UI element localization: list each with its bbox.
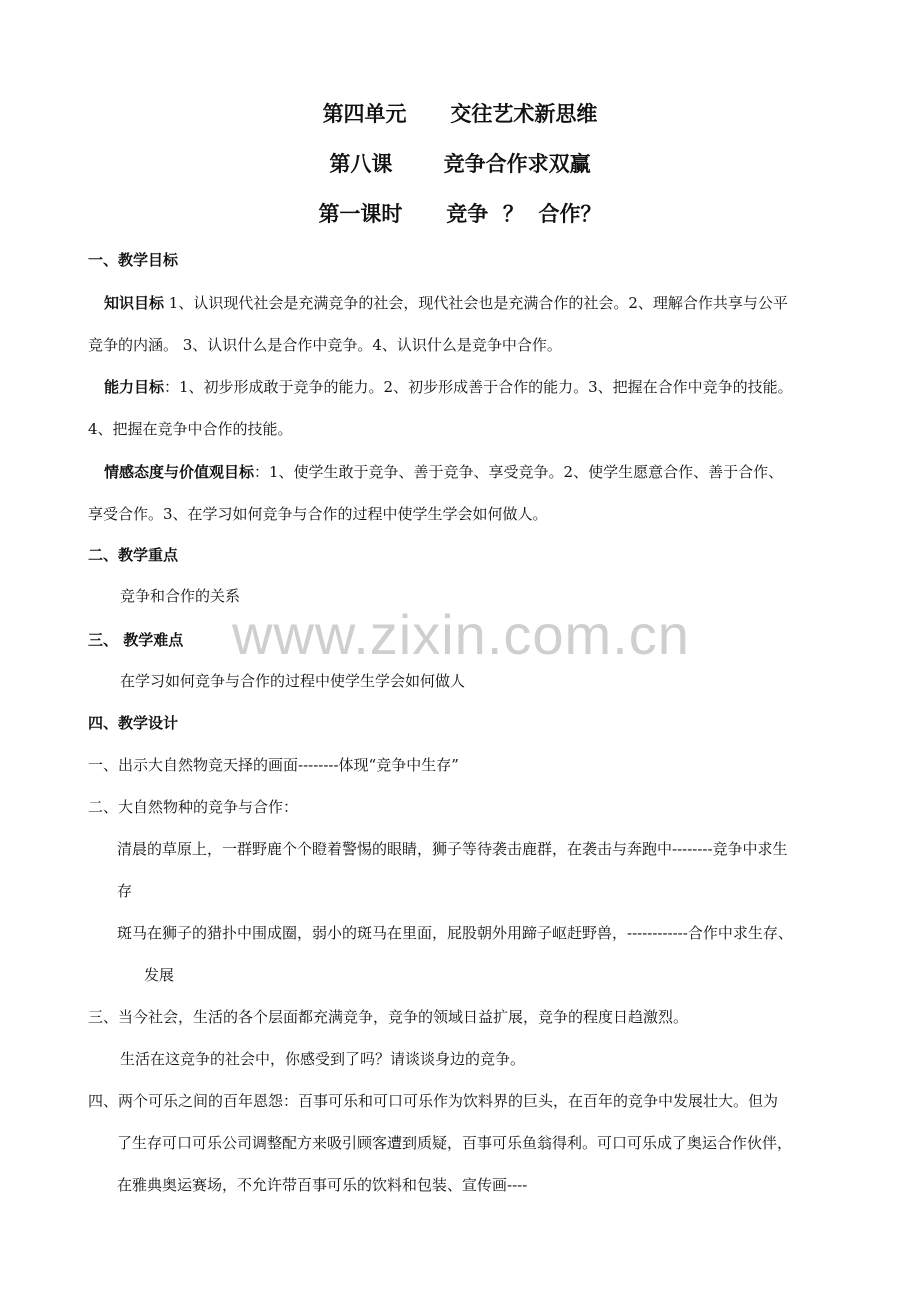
emotion-objective-line-2: 享受合作。3、在学习如何竞争与合作的过程中使学生学会如何做人。 [88,505,548,523]
design-paragraph-7-line-3: 在雅典奥运赛场，不允许带百事可乐的饮料和包装、宣传画---- [117,1176,528,1194]
section-heading-objectives: 一、教学目标 [88,251,179,269]
emotion-objective-label: 情感态度与价值观目标 [104,463,255,481]
period-title: 第一课时 竞争 ？ 合作？ [318,202,602,226]
design-paragraph-7-line-2: 了生存可口可乐公司调整配方来吸引顾客遭到质疑，百事可乐鱼翁得利。可口可乐成了奥运合作伙伴， [117,1134,793,1152]
knowledge-objective-line-1 [104,292,788,314]
ability-objective-label: 能力目标 [104,378,165,396]
design-paragraph-4-line-2: 发展 [144,966,175,984]
knowledge-objective-text: 1、认识现代社会是充满竞争的社会，现代社会也是充满合作的社会。2、理解合作共享与公平 [164,294,788,312]
knowledge-objective-line-2: 竞争的内涵。 3、认识什么是合作中竞争。4、认识什么是竞争中合作。 [88,336,562,354]
ability-objective-text: ：1、初步形成敢于竞争的能力。2、初步形成善于合作的能力。3、把握在合作中竞争的技能。 [164,378,793,396]
difficulties-text: 在学习如何竞争与合作的过程中使学生学会如何做人 [120,672,466,690]
design-paragraph-3-line-2: 存 [117,882,133,900]
section-heading-design: 四、教学设计 [88,714,179,732]
ability-objective-line-1 [104,376,793,398]
emotion-objective-text: ：1、使学生敢于竞争、善于竞争、享受竞争。2、使学生愿意合作、善于合作、 [254,463,784,481]
design-paragraph-7-line-1: 四、两个可乐之间的百年恩怨：百事可乐和可口可乐作为饮料界的巨头，在百年的竞争中发展壮大。但为 [88,1092,779,1110]
lesson-title: 第八课 竞争合作求双赢 [329,152,591,176]
design-paragraph-3-line-1: 清晨的草原上，一群野鹿个个瞪着警惕的眼睛，狮子等待袭击鹿群，在袭击与奔跑中--------竞争中求生 [117,840,788,858]
emotion-objective-line-1 [104,461,783,483]
section-heading-key-points: 二、教学重点 [88,546,179,564]
watermark: www.zixin.com.cn [232,603,690,666]
design-paragraph-1: 一、出示大自然物竞天择的画面--------体现“竞争中生存” [88,756,459,774]
design-paragraph-5: 三、当今社会，生活的各个层面都充满竞争，竞争的领域日益扩展，竞争的程度日趋激烈。 [88,1008,689,1026]
design-paragraph-2: 二、大自然物种的竞争与合作： [88,798,299,816]
ability-objective-line-2: 4、把握在竞争中合作的技能。 [88,420,293,438]
unit-title: 第四单元 交往艺术新思维 [322,102,598,126]
knowledge-objective-label: 知识目标 [104,294,165,312]
key-points-text: 竞争和合作的关系 [120,587,241,605]
section-heading-difficulties: 三、 教学难点 [88,631,184,649]
design-paragraph-4-line-1: 斑马在狮子的猎扑中围成圈，弱小的斑马在里面，屁股朝外用蹄子岖赶野兽，------------合作中求生存、 [117,924,793,942]
design-paragraph-6: 生活在这竞争的社会中，你感受到了吗？请谈谈身边的竞争。 [120,1050,526,1068]
